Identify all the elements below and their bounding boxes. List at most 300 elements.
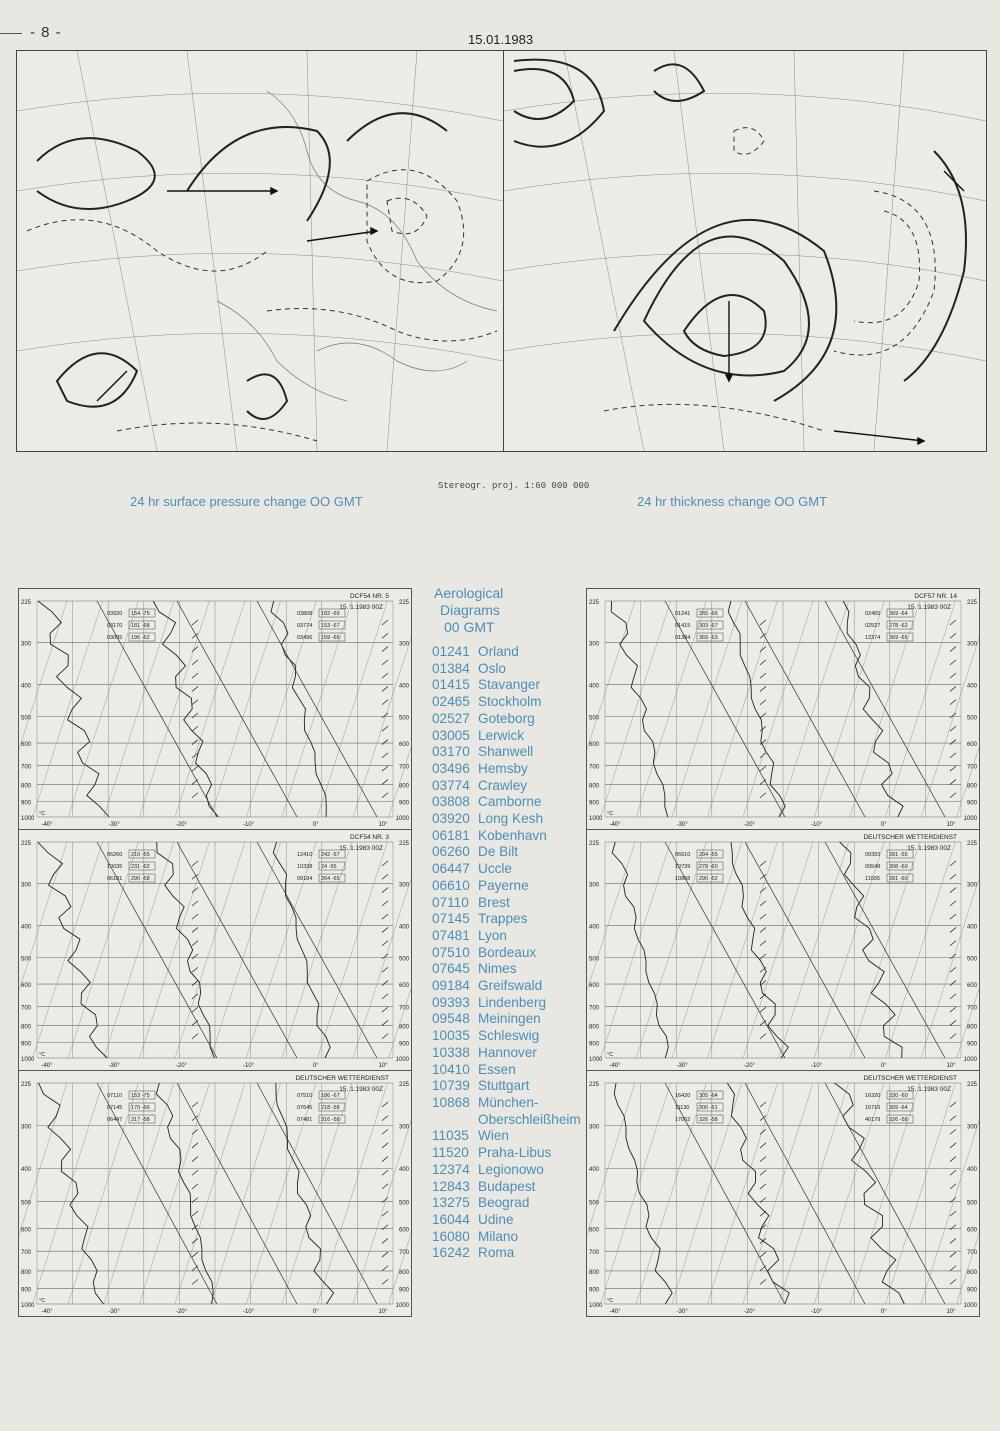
- station-list-item: [432, 945, 592, 962]
- wind-barb: [950, 1129, 956, 1134]
- wind-barb: [192, 726, 198, 731]
- wind-barb: [192, 1238, 198, 1243]
- wind-barb: [192, 686, 198, 691]
- station-list-item: [432, 911, 592, 928]
- wind-barb: [760, 1279, 766, 1284]
- wind-barb: [760, 700, 766, 705]
- wind-barb: [382, 874, 388, 879]
- wind-barb: [382, 726, 388, 731]
- wind-barb: [382, 1184, 388, 1189]
- wind-barb: [382, 861, 388, 866]
- station-list-item: [432, 744, 592, 761]
- pressure-level-label: 225: [966, 841, 977, 847]
- station-code-label: 07110: [107, 1093, 122, 1099]
- station-code-label: 06181: [107, 876, 123, 882]
- pressure-level-label: 1000: [395, 1303, 409, 1309]
- pressure-level-label: 500: [398, 715, 409, 722]
- wind-barb: [950, 647, 956, 652]
- temperature-tick-label: -40°: [609, 1063, 621, 1069]
- station-name: Lyon: [478, 927, 507, 943]
- station-value-label: 326 -58: [889, 1117, 908, 1123]
- station-list-item: [432, 878, 592, 895]
- pressure-level-label: 500: [21, 715, 32, 722]
- pressure-level-label: 600: [966, 983, 977, 990]
- temperature-tick-label: -10°: [811, 1309, 823, 1315]
- temperature-tick-label: -30°: [108, 1063, 120, 1069]
- pressure-level-label: 225: [589, 600, 600, 606]
- station-name: Praha-Libus: [478, 1145, 552, 1161]
- temperature-tick-label: -10°: [243, 822, 255, 828]
- station-code-label: 06610: [675, 852, 691, 858]
- wind-barb: [382, 766, 388, 771]
- station-code-label: 16320: [865, 1093, 881, 1099]
- wind-barb: [950, 1170, 956, 1175]
- station-name: Schleswig: [478, 1028, 540, 1044]
- station-code: 10035: [432, 1028, 470, 1044]
- wind-barb: [950, 1116, 956, 1121]
- station-list-item: [432, 1229, 592, 1246]
- wind-barb: [192, 660, 198, 665]
- station-code-label: 17062: [675, 1117, 691, 1123]
- station-value-label: 316 -58: [321, 1117, 340, 1123]
- pressure-level-label: 300: [21, 641, 32, 648]
- wind-barb: [760, 673, 766, 678]
- station-list-item: [432, 978, 592, 995]
- station-list-item: [432, 895, 592, 912]
- temperature-tick-label: 10°: [946, 822, 956, 828]
- station-name: Milano: [478, 1228, 519, 1244]
- pressure-level-label: 600: [398, 983, 409, 990]
- station-name: Udine: [478, 1211, 514, 1227]
- pressure-level-label: 600: [589, 983, 600, 990]
- wind-barb: [950, 1252, 956, 1257]
- station-code-label: 09548: [865, 864, 881, 870]
- pressure-level-label: 900: [398, 800, 409, 807]
- station-name: Oberschleißheim: [478, 1111, 581, 1127]
- page-number: - 8 -: [30, 24, 62, 41]
- pressure-map-drawing: [17, 51, 503, 451]
- temperature-tick-label: 10°: [378, 1063, 388, 1069]
- station-list-item: [432, 961, 592, 978]
- wind-barb: [760, 888, 766, 893]
- aerological-diagram-left-middle: [18, 829, 412, 1071]
- wind-barb: [382, 1020, 388, 1025]
- station-code: 09393: [432, 994, 470, 1010]
- wind-barb: [192, 927, 198, 932]
- station-name: Hannover: [478, 1044, 537, 1060]
- pressure-level-label: 400: [398, 1167, 409, 1174]
- pressure-level-label: 600: [398, 1227, 409, 1234]
- pressure-level-label: 500: [589, 956, 600, 963]
- pressure-level-label: 900: [966, 1041, 977, 1048]
- station-code-label: 40179: [865, 1117, 881, 1123]
- wind-barb: [950, 700, 956, 705]
- station-list-item: [432, 794, 592, 811]
- station-list-item: [432, 861, 592, 878]
- station-code: 01241: [432, 644, 470, 659]
- wind-barb: [382, 914, 388, 919]
- temperature-tick-label: -40°: [41, 1309, 53, 1315]
- pressure-level-label: 700: [398, 764, 409, 771]
- station-value-label: 278 -62: [889, 623, 908, 629]
- wind-barb: [382, 967, 388, 972]
- wind-barb: [192, 1184, 198, 1189]
- station-name: Meiningen: [478, 1011, 541, 1027]
- wind-barb: [192, 1020, 198, 1025]
- wind-barb: [382, 888, 388, 893]
- wind-barb: [382, 1211, 388, 1216]
- pressure-level-label: 300: [966, 1124, 977, 1131]
- wind-barb: [760, 620, 766, 625]
- station-value-label: 308 -60: [889, 864, 908, 870]
- pressure-level-label: 400: [589, 924, 600, 931]
- wind-barb: [950, 1184, 956, 1189]
- station-code: 10410: [432, 1061, 470, 1077]
- panel-header: DEUTSCHER WETTERDIENST: [295, 1075, 389, 1082]
- station-code-label: 07510: [297, 1093, 313, 1099]
- page-rule: [0, 33, 22, 34]
- pressure-level-label: 300: [589, 641, 600, 648]
- wind-barb: [192, 793, 198, 798]
- wind-barb: [760, 1034, 766, 1039]
- wind-barb: [760, 914, 766, 919]
- station-code-label: 16420: [675, 1093, 691, 1099]
- pressure-level-label: 700: [21, 1250, 32, 1257]
- station-list-item: [432, 728, 592, 745]
- station-code-label: 12374: [865, 635, 881, 641]
- pressure-level-label: 500: [398, 956, 409, 963]
- wind-barb: [192, 967, 198, 972]
- station-list-item: [432, 1128, 592, 1145]
- pressure-level-label: 900: [966, 1287, 977, 1294]
- station-list-item: [432, 928, 592, 945]
- station-code-label: 16716: [865, 1105, 881, 1111]
- pressure-level-label: 1000: [589, 1057, 603, 1063]
- temperature-tick-label: -40°: [609, 1309, 621, 1315]
- panel-header: DCF57 NR. 14: [914, 593, 957, 600]
- pressure-level-label: 1000: [21, 1303, 35, 1309]
- station-code: 16242: [432, 1245, 470, 1261]
- aerological-title: [434, 585, 503, 636]
- station-value-label: 369 -63: [699, 635, 718, 641]
- thickness-map-caption: 24 hr thickness change OO GMT: [637, 494, 828, 509]
- station-value-label: 265 -66: [699, 611, 718, 617]
- station-value-label: 196 -62: [131, 635, 150, 641]
- wind-barb: [382, 1157, 388, 1162]
- pressure-level-label: 500: [966, 956, 977, 963]
- station-name: Oslo: [478, 660, 506, 676]
- station-name: Hemsby: [478, 760, 528, 776]
- pressure-level-label: 1000: [963, 1303, 977, 1309]
- station-code-label: 02465: [865, 611, 881, 617]
- station-code: 07645: [432, 961, 470, 977]
- station-name: Shanwell: [478, 744, 534, 760]
- thickness-change-map: [503, 50, 987, 452]
- pressure-level-label: 800: [21, 1269, 32, 1276]
- station-name: Crawley: [478, 777, 528, 793]
- temperature-tick-label: -20°: [743, 822, 755, 828]
- wind-barb: [382, 1129, 388, 1134]
- wind-barb: [192, 1034, 198, 1039]
- station-code: 07510: [432, 944, 470, 960]
- station-name: Lindenberg: [478, 994, 547, 1010]
- station-list-item: [432, 1095, 592, 1112]
- wind-barb: [192, 673, 198, 678]
- pressure-level-label: 500: [398, 1200, 409, 1207]
- station-list-item: [432, 1062, 592, 1079]
- wind-barb: [382, 927, 388, 932]
- wind-barb: [192, 1157, 198, 1162]
- wind-barb: [950, 914, 956, 919]
- temperature-tick-label: 10°: [946, 1063, 956, 1069]
- station-name: Beograd: [478, 1195, 530, 1211]
- pressure-level-label: 900: [966, 800, 977, 807]
- pressure-level-label: 800: [966, 1269, 977, 1276]
- pressure-level-label: 1000: [589, 1303, 603, 1309]
- wind-barb: [950, 1211, 956, 1216]
- station-name: Roma: [478, 1245, 515, 1261]
- pressure-level-label: 600: [589, 742, 600, 749]
- station-value-label: 369 -64: [889, 611, 908, 617]
- station-value-label: 159 -66: [321, 635, 340, 641]
- wind-barb: [192, 740, 198, 745]
- pressure-level-label: 900: [21, 1287, 32, 1294]
- wind-barb: [382, 793, 388, 798]
- station-code-label: 10338: [297, 864, 313, 870]
- station-code: 16080: [432, 1228, 470, 1244]
- pressure-level-label: 300: [21, 1124, 32, 1131]
- wind-barb: [760, 941, 766, 946]
- pressure-level-label: 900: [589, 800, 600, 807]
- pressure-level-label: 900: [21, 800, 32, 807]
- wind-barb: [950, 753, 956, 758]
- station-value-label: 281 -55: [889, 852, 908, 858]
- pressure-level-label: 400: [21, 924, 32, 931]
- wind-barb: [382, 753, 388, 758]
- station-list-item: [432, 694, 592, 711]
- wind-barb: [760, 726, 766, 731]
- station-name: Legionowo: [478, 1161, 544, 1177]
- station-list-item: [432, 1045, 592, 1062]
- station-value-label: 303 -67: [699, 623, 718, 629]
- station-list-item: [432, 1112, 592, 1129]
- wind-barb: [382, 981, 388, 986]
- wind-barb: [192, 1143, 198, 1148]
- wind-barb: [760, 1170, 766, 1175]
- wind-barb: [760, 1157, 766, 1162]
- station-list-item: [432, 1245, 592, 1262]
- station-code: 06447: [432, 861, 470, 877]
- wind-barb: [950, 861, 956, 866]
- pressure-level-label: 700: [966, 1250, 977, 1257]
- station-code: 06181: [432, 827, 470, 843]
- pressure-level-label: 800: [966, 1024, 977, 1031]
- temperature-tick-label: -40°: [41, 822, 53, 828]
- station-code: 03920: [432, 811, 470, 827]
- wind-barb: [382, 1198, 388, 1203]
- station-name: Uccle: [478, 861, 512, 877]
- pressure-level-label: 400: [966, 683, 977, 690]
- wind-barb: [950, 1279, 956, 1284]
- station-code-label: 07145: [107, 1105, 123, 1111]
- station-name: Bordeaux: [478, 944, 537, 960]
- station-code: 06610: [432, 877, 470, 893]
- station-value-label: 153 -75: [131, 1093, 150, 1099]
- wind-barb: [760, 686, 766, 691]
- pressure-map-caption: 24 hr surface pressure change OO GMT: [130, 494, 363, 509]
- wind-barb: [950, 620, 956, 625]
- wind-barb: [760, 766, 766, 771]
- station-code-label: 01384: [675, 635, 691, 641]
- pressure-level-label: 600: [21, 742, 32, 749]
- wind-barb: [950, 1020, 956, 1025]
- station-code-label: 03170: [107, 623, 123, 629]
- station-value-label: 290 -52: [699, 876, 718, 882]
- wind-barb: [192, 901, 198, 906]
- pressure-level-label: 600: [589, 1227, 600, 1234]
- aerological-diagram-svg: [19, 589, 411, 829]
- wind-barb: [382, 633, 388, 638]
- station-name: München-: [478, 1094, 539, 1110]
- wind-barb: [950, 941, 956, 946]
- wind-barb: [382, 713, 388, 718]
- pressure-level-label: 225: [21, 841, 32, 847]
- pressure-level-label: 1000: [589, 816, 603, 822]
- wind-barb: [760, 647, 766, 652]
- station-code: 07481: [432, 927, 470, 943]
- pressure-level-label: 600: [966, 742, 977, 749]
- pressure-level-label: 600: [21, 1227, 32, 1234]
- station-value-label: 326 -58: [699, 1117, 718, 1123]
- wind-barb: [760, 1211, 766, 1216]
- wind-barb: [382, 954, 388, 959]
- wind-barb: [760, 713, 766, 718]
- pressure-level-label: 500: [966, 1200, 977, 1207]
- wind-barb: [382, 994, 388, 999]
- station-name: Stockholm: [478, 694, 542, 710]
- temperature-tick-label: 0°: [312, 1063, 319, 1069]
- station-code-label: 10868: [675, 876, 691, 882]
- pressure-level-label: 300: [589, 1124, 600, 1131]
- wind-barb: [760, 660, 766, 665]
- station-code-label: 03496: [297, 635, 313, 641]
- panel-date-stamp: 15. 1.1983 00Z: [339, 845, 383, 852]
- unit-label: °C: [607, 1052, 614, 1058]
- station-code: 07110: [432, 894, 469, 910]
- temperature-tick-label: -20°: [743, 1309, 755, 1315]
- wind-barb: [950, 766, 956, 771]
- station-name: Kobenhavn: [478, 827, 547, 843]
- wind-barb: [950, 888, 956, 893]
- station-value-label: 242 -57: [321, 852, 340, 858]
- wind-barb: [192, 1007, 198, 1012]
- unit-label: °C: [39, 1298, 46, 1304]
- panel-date-stamp: 15. 1.1983 00Z: [907, 604, 951, 611]
- pressure-level-label: 300: [966, 882, 977, 889]
- panel-header: DEUTSCHER WETTERDIENST: [863, 834, 957, 841]
- wind-barb: [950, 779, 956, 784]
- wind-barb: [192, 1102, 198, 1107]
- pressure-level-label: 1000: [395, 816, 409, 822]
- wind-barb: [950, 726, 956, 731]
- station-value-label: 290 -58: [131, 876, 150, 882]
- station-code: 09548: [432, 1011, 470, 1027]
- wind-barb: [760, 1007, 766, 1012]
- station-code: 10338: [432, 1044, 470, 1060]
- panel-date-stamp: 15. 1.1983 00Z: [907, 845, 951, 852]
- wind-barb: [950, 967, 956, 972]
- station-code: 13275: [432, 1195, 470, 1211]
- wind-barb: [760, 1266, 766, 1271]
- pressure-level-label: 500: [966, 715, 977, 722]
- pressure-level-label: 800: [589, 1269, 600, 1276]
- pressure-level-label: 600: [398, 742, 409, 749]
- pressure-level-label: 225: [21, 1082, 32, 1088]
- pressure-level-label: 700: [21, 1005, 32, 1012]
- pressure-level-label: 500: [589, 1200, 600, 1207]
- station-code-label: 01241: [675, 611, 691, 617]
- wind-barb: [760, 1102, 766, 1107]
- pressure-level-label: 800: [21, 783, 32, 790]
- wind-barb: [950, 740, 956, 745]
- station-code-label: 11035: [865, 876, 880, 882]
- pressure-level-label: 700: [589, 1250, 600, 1257]
- pressure-level-label: 800: [21, 1024, 32, 1031]
- station-name: Trappes: [478, 911, 528, 927]
- pressure-level-label: 400: [966, 1167, 977, 1174]
- wind-barb: [382, 1279, 388, 1284]
- station-code: 03170: [432, 744, 470, 760]
- wind-barb: [950, 954, 956, 959]
- pressure-level-label: 225: [398, 600, 409, 606]
- station-code-label: 03005: [107, 635, 123, 641]
- wind-barb: [760, 927, 766, 932]
- pressure-level-label: 800: [398, 1024, 409, 1031]
- station-value-label: 330 -60: [889, 1093, 908, 1099]
- station-list-item: [432, 778, 592, 795]
- temperature-tick-label: 10°: [378, 1309, 388, 1315]
- pressure-level-label: 500: [21, 1200, 32, 1207]
- station-code-label: 01415: [675, 623, 691, 629]
- wind-barb: [760, 994, 766, 999]
- station-list-item: [432, 995, 592, 1012]
- pressure-level-label: 1000: [395, 1057, 409, 1063]
- station-name: Budapest: [478, 1178, 536, 1194]
- station-list-item: [432, 1179, 592, 1196]
- station-value-label: 278 -60: [699, 864, 718, 870]
- pressure-level-label: 600: [21, 983, 32, 990]
- station-value-label: 300 -61: [699, 1105, 718, 1111]
- station-name: Stuttgart: [478, 1078, 530, 1094]
- station-name: De Bilt: [478, 844, 519, 860]
- station-code-label: 09184: [297, 876, 313, 882]
- panel-date-stamp: 15. 1.1983 00Z: [907, 1086, 951, 1093]
- wind-barb: [382, 1238, 388, 1243]
- pressure-level-label: 225: [398, 841, 409, 847]
- pressure-level-label: 700: [966, 1005, 977, 1012]
- station-list-item: [432, 644, 592, 661]
- temperature-tick-label: 0°: [880, 1063, 887, 1069]
- wind-barb: [192, 941, 198, 946]
- surface-pressure-change-map: [16, 50, 504, 452]
- station-value-label: 153 -67: [321, 623, 340, 629]
- station-value-label: 369 -65: [889, 635, 908, 641]
- wind-barb: [950, 1007, 956, 1012]
- aerological-title-line1: Aerological: [434, 585, 504, 601]
- wind-barb: [382, 1252, 388, 1257]
- station-value-label: 186 -67: [321, 1093, 340, 1099]
- station-code: 09184: [432, 978, 470, 994]
